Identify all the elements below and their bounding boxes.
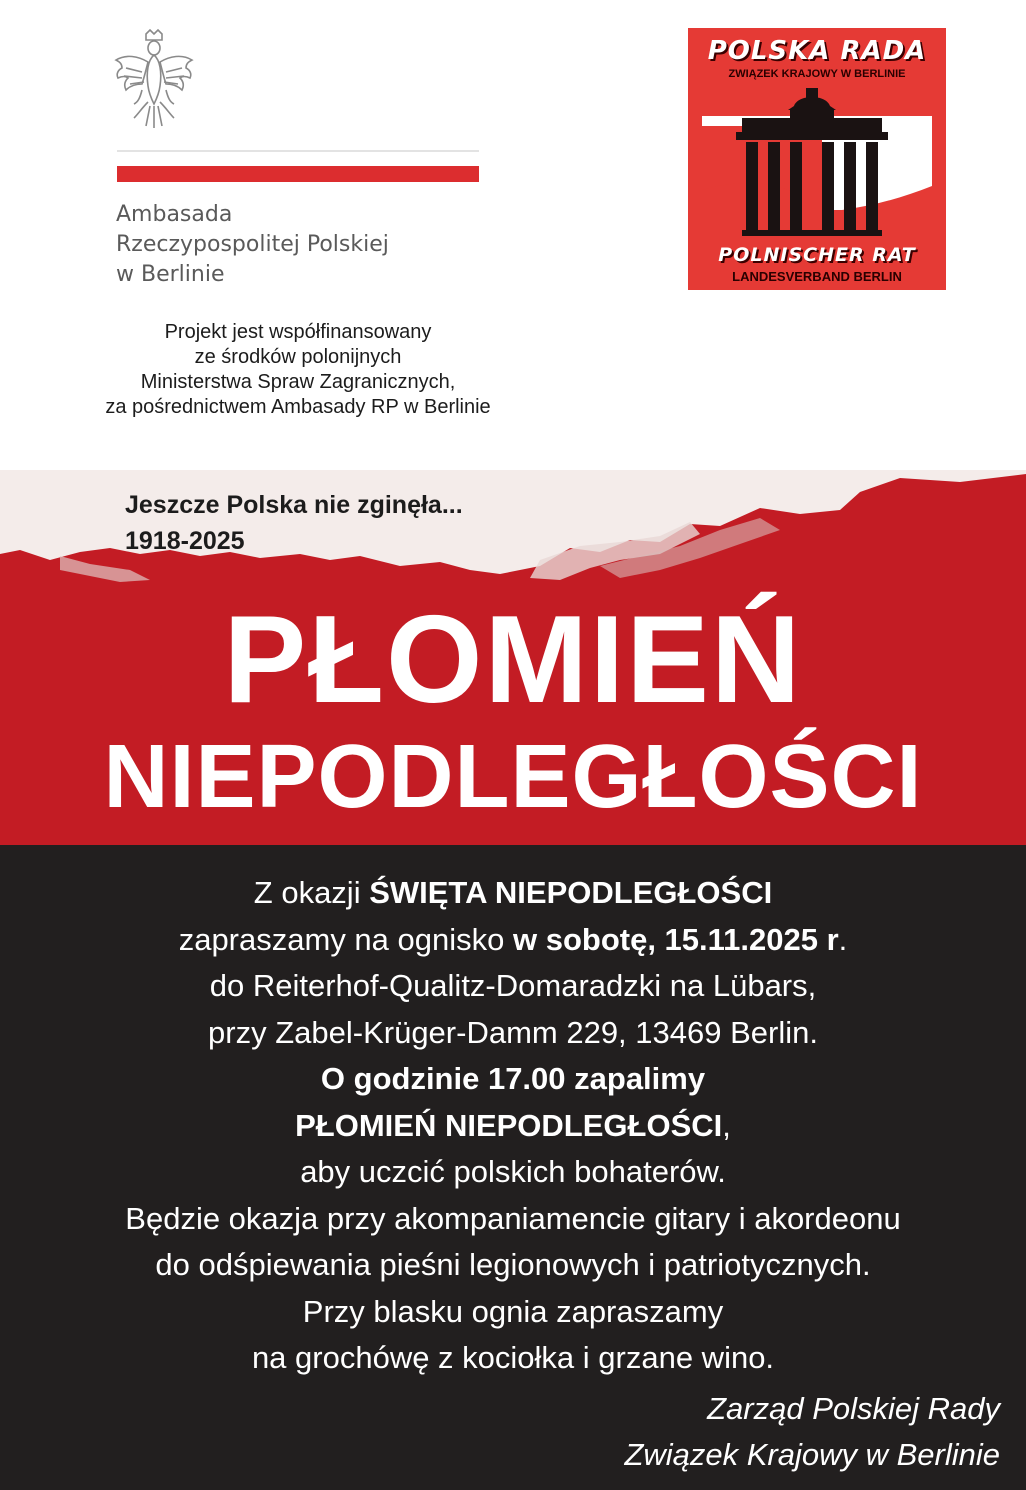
tagline-line: Jeszcze Polska nie zginęła... — [125, 491, 463, 519]
invitation-line: na grochówę z kociołka i grzane wino. — [251, 1340, 775, 1375]
invitation-line: do Reiterhof-Qualitz-Domaradzki na Lübars, — [209, 968, 817, 1003]
funding-line: ze środków polonijnych — [194, 346, 402, 368]
invitation-text — [0, 870, 1026, 1382]
header-section — [0, 0, 1026, 470]
embassy-name — [116, 200, 389, 290]
polska-rada-logo — [688, 28, 946, 290]
main-title-line1: PŁOMIEŃ — [223, 591, 803, 729]
invitation-line: do odśpiewania pieśni legionowych i patriotycznych. — [155, 1247, 871, 1282]
event-time: O godzinie 17.00 zapalimy — [320, 1061, 706, 1096]
text-span: , — [722, 1107, 731, 1143]
main-title-line2: NIEPODLEGŁOŚCI — [103, 727, 923, 827]
brandenburg-gate-icon — [702, 86, 932, 242]
polish-eagle-emblem-icon — [112, 28, 196, 130]
embassy-name-line: Ambasada — [116, 202, 233, 227]
text-span: zapraszamy na ognisko — [178, 921, 513, 957]
signature — [624, 1386, 1000, 1478]
banner-tagline — [125, 487, 463, 559]
funding-line: Projekt jest współfinansowany — [164, 321, 432, 343]
event-date: w sobotę, 15.11.2025 r — [512, 921, 839, 957]
tagline-years: 1918-2025 — [125, 527, 245, 555]
logo-bottom-title: POLNISCHER RAT — [718, 244, 916, 266]
signature-line: Związek Krajowy w Berlinie — [624, 1437, 1000, 1472]
invitation-line — [0, 1056, 1026, 1103]
logo-top-title: POLSKA RADA — [707, 36, 927, 66]
invitation-line: Przy blasku ognia zapraszamy — [302, 1293, 724, 1329]
embassy-name-line: Rzeczypospolitej Polskiej — [116, 232, 389, 257]
flame-name: PŁOMIEŃ NIEPODLEGŁOŚCI — [295, 1107, 723, 1143]
text-span: Z okazji — [253, 875, 370, 910]
invitation-line — [0, 917, 1026, 964]
holiday-name: ŚWIĘTA NIEPODLEGŁOŚCI — [369, 875, 773, 910]
flag-red-stripe — [117, 166, 479, 182]
embassy-name-line: w Berlinie — [116, 262, 225, 287]
invitation-line — [0, 1103, 1026, 1150]
invitation-line: Będzie okazja przy akompaniamencie gitary i akordeonu — [125, 1200, 901, 1236]
signature-line: Zarząd Polskiej Rady — [707, 1391, 1000, 1426]
funding-note — [20, 320, 576, 420]
logo-bottom-subtitle: LANDESVERBAND BERLIN — [732, 269, 902, 284]
logo-top-subtitle: ZWIĄZEK KRAJOWY W BERLINIE — [728, 68, 906, 80]
flag-white-stripe — [117, 150, 479, 152]
invitation-line: przy Zabel-Krüger-Damm 229, 13469 Berlin. — [208, 1014, 818, 1050]
funding-line: Ministerstwa Spraw Zagranicznych, — [140, 371, 456, 393]
invitation-line — [0, 870, 1026, 917]
invitation-line: aby uczcić polskich bohaterów. — [300, 1154, 726, 1189]
funding-line: za pośrednictwem Ambasady RP w Berlinie — [105, 396, 491, 418]
text-span: . — [838, 921, 848, 957]
